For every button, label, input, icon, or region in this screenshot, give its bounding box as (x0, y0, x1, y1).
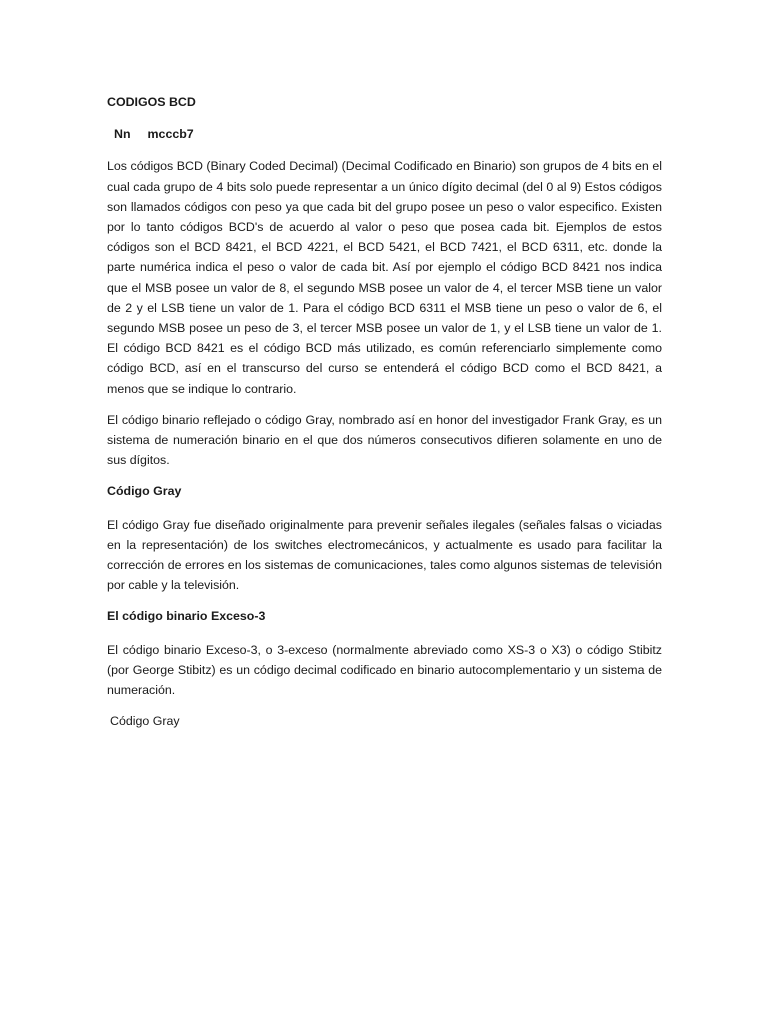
section-title-gray: Código Gray (107, 484, 182, 499)
paragraph-excess3-body: El código binario Exceso-3, o 3-exceso (normalmente abreviado como XS-3 o X3) o código Stibitz (por George Stibitz) es un código decimal codificado en binario autocomplementario y un sistema de numeración. (107, 642, 662, 698)
document-subtitle (114, 124, 662, 144)
section-title-excess3: El código binario Exceso-3 (107, 609, 266, 624)
paragraph-gray-intro: El código binario reflejado o código Gray, nombrado así en honor del investigador Frank Gray, es un sistema de numeración binario en el que dos números consecutivos difieren solamente en uno de sus dígitos. (107, 412, 662, 468)
paragraph-gray-body: El código Gray fue diseñado originalmente para prevenir señales ilegales (señales falsas o viciadas en la representación) de los switches electromecánicos, y actualmente es usado para facilitar la corrección de errores en los sistemas de comunicaciones, tales como algunos sistemas de televisión por cable y la televisión. (107, 517, 662, 593)
trailing-title-gray: Código Gray (110, 714, 180, 729)
document-title: CODIGOS BCD (107, 95, 196, 109)
subtitle-part-2: mcccb7 (147, 127, 194, 142)
subtitle-part-1: Nn (114, 127, 131, 142)
paragraph-bcd-intro: Los códigos BCD (Binary Coded Decimal) (Decimal Codificado en Binario) son grupos de 4 bits en el cual cada grupo de 4 bits solo puede representar a un único dígito decimal (del 0 al 9) Estos códigos son llamados códigos con peso ya que cada bit del grupo posee un peso o valor especifico. Existen por lo tanto códigos BCD's de acuerdo al valor o peso que posea cada bit. Ejemplos de estos códigos son el BCD 8421, el BCD 4221, el BCD 5421, el BCD 7421, el BCD 6311, etc. donde la parte numérica indica el peso o valor de cada bit. Así por ejemplo el código BCD 8421 nos indica que el MSB posee un valor de 8, el segundo MSB posee un valor de 4, el tercer MSB tiene un valor de 2 y el LSB tiene un valor de 1. Para el código BCD 6311 el MSB tiene un peso o valor de 6, el segundo MSB posee un peso de 3, el tercer MSB posee un valor de 1, y el LSB tiene un valor de 1. El código BCD 8421 es el código BCD más utilizado, es común referenciarlo simplemente como código BCD, así en el transcurso del curso se entenderá el código BCD como el BCD 8421, a menos que se indique lo contrario. (107, 159, 662, 396)
document-content (107, 92, 662, 731)
